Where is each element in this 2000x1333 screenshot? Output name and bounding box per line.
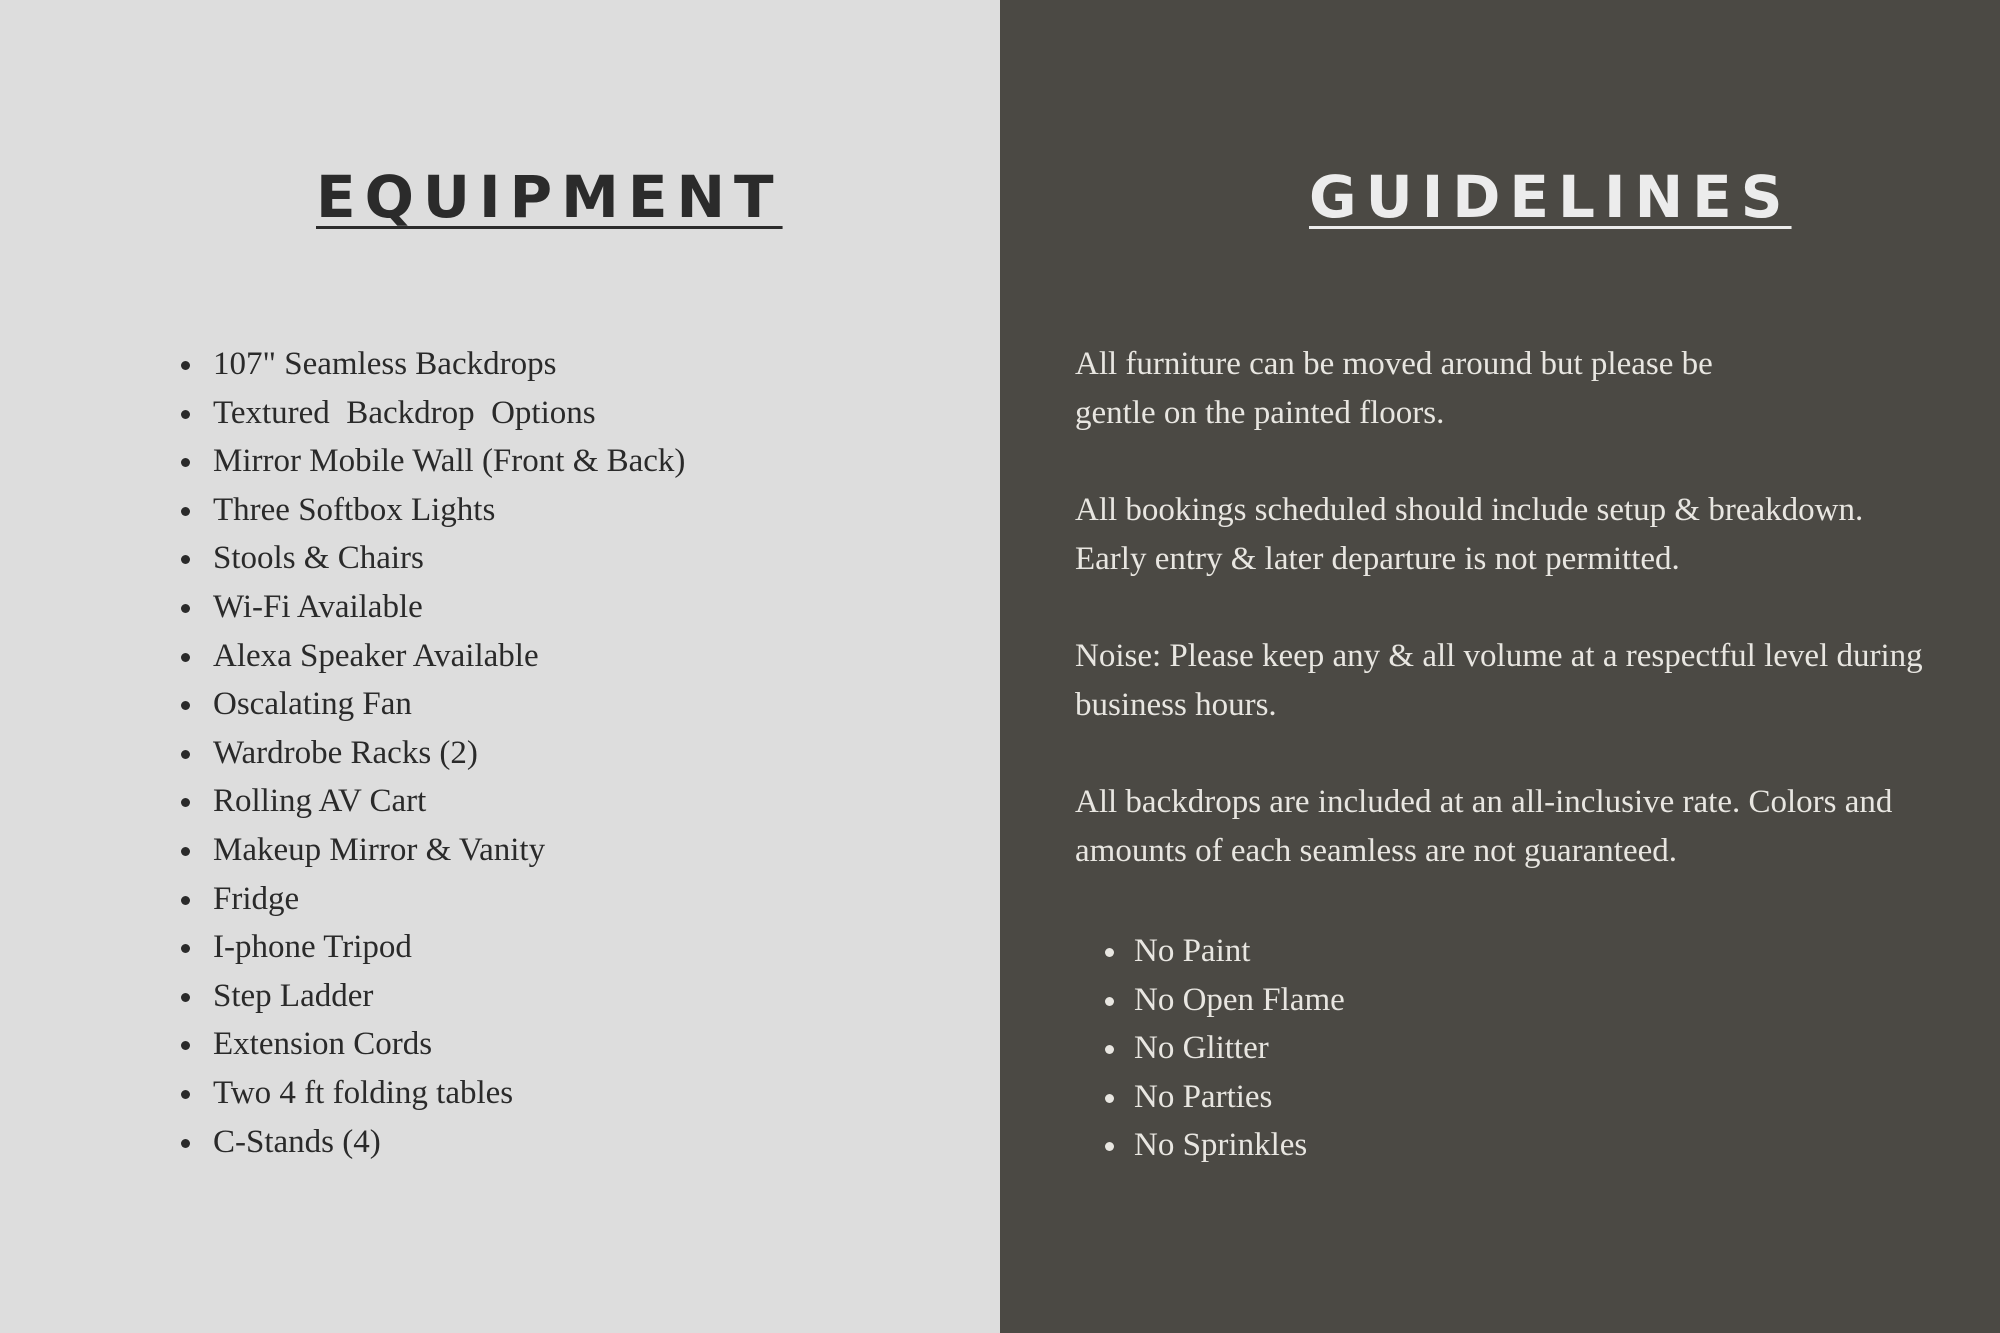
guideline-line: All bookings scheduled should include setup & breakdown. bbox=[1075, 492, 1864, 528]
rules-list bbox=[1100, 927, 1345, 1170]
guideline-line: gentle on the painted floors. bbox=[1075, 394, 1445, 431]
list-item: Rolling AV Cart bbox=[176, 777, 685, 826]
rule-item: No Open Flame bbox=[1100, 976, 1345, 1025]
list-item: Step Ladder bbox=[176, 972, 685, 1021]
guideline-line: Early entry & later departure is not permitted. bbox=[1075, 540, 1680, 577]
guidelines-heading: GUIDELINES bbox=[1309, 163, 1792, 231]
list-item: Oscalating Fan bbox=[176, 680, 685, 729]
list-item: C-Stands (4) bbox=[176, 1118, 685, 1167]
rule-item: No Glitter bbox=[1100, 1024, 1345, 1073]
list-item: Textured Backdrop Options bbox=[176, 389, 685, 438]
guideline-paragraph-backdrops bbox=[1075, 778, 1975, 875]
guideline-paragraph-furniture bbox=[1075, 340, 1975, 437]
list-item: Alexa Speaker Available bbox=[176, 632, 685, 681]
rule-item: No Parties bbox=[1100, 1073, 1345, 1122]
list-item: 107" Seamless Backdrops bbox=[176, 340, 685, 389]
guideline-line: business hours. bbox=[1075, 686, 1277, 723]
guideline-line: amounts of each seamless are not guaranteed. bbox=[1075, 832, 1678, 869]
list-item: Stools & Chairs bbox=[176, 534, 685, 583]
list-item: Wardrobe Racks (2) bbox=[176, 729, 685, 778]
list-item: Two 4 ft folding tables bbox=[176, 1069, 685, 1118]
guideline-paragraph-noise bbox=[1075, 632, 1975, 729]
guideline-line: All furniture can be moved around but please be bbox=[1075, 346, 1713, 382]
rule-item: No Sprinkles bbox=[1100, 1121, 1345, 1170]
equipment-heading: EQUIPMENT bbox=[316, 163, 783, 231]
guidelines-panel bbox=[1000, 0, 2000, 1333]
list-item: I-phone Tripod bbox=[176, 923, 685, 972]
list-item: Wi-Fi Available bbox=[176, 583, 685, 632]
list-item: Three Softbox Lights bbox=[176, 486, 685, 535]
list-item: Mirror Mobile Wall (Front & Back) bbox=[176, 437, 685, 486]
equipment-list bbox=[176, 340, 685, 1166]
list-item: Fridge bbox=[176, 875, 685, 924]
guideline-line: Noise: Please keep any & all volume at a respectful level during bbox=[1075, 638, 1923, 674]
guideline-paragraph-bookings bbox=[1075, 486, 1975, 583]
list-item: Makeup Mirror & Vanity bbox=[176, 826, 685, 875]
rule-item: No Paint bbox=[1100, 927, 1345, 976]
list-item: Extension Cords bbox=[176, 1020, 685, 1069]
guideline-line: All backdrops are included at an all-inclusive rate. Colors and bbox=[1075, 784, 1893, 820]
